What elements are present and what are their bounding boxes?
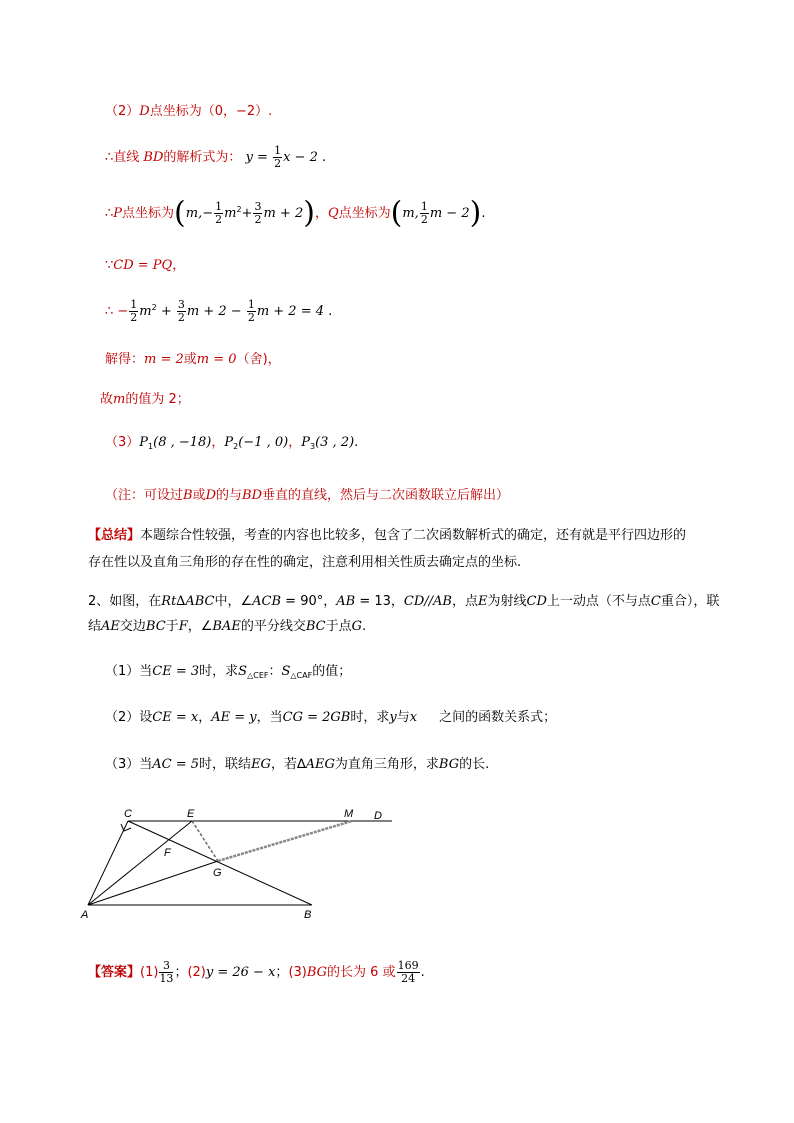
label-f: F [164, 847, 171, 859]
q2-e: ，点 [451, 594, 478, 609]
q-frac-den: 2 [420, 213, 428, 226]
p-plus: + [241, 206, 253, 221]
q2-g: 上一动点（不与点 [546, 594, 651, 609]
bd-suffix: 的解析式为： [163, 150, 242, 165]
cd-eq-pq: CD = PQ [113, 258, 173, 273]
label-b: B [304, 909, 312, 921]
answer-eq2: y = 26 − x [205, 965, 276, 980]
pq-p-text: 点坐标为 [122, 206, 175, 221]
q2-d: = 13， [355, 594, 404, 609]
sub1-ce: CE [152, 664, 172, 679]
q2-acb: ACB [252, 594, 282, 609]
sub2-c1: ， [198, 710, 212, 725]
sub1-line [105, 662, 351, 686]
pq-comma: ， [314, 206, 328, 221]
eq-frac3 [247, 299, 256, 324]
p2-sub: 2 [233, 442, 239, 451]
bd-lhs: y = [245, 150, 273, 165]
answer-frac1-den: 13 [159, 972, 174, 985]
so-tail: 的值为 2； [125, 392, 190, 407]
answer-end: . [420, 965, 425, 980]
sub2-mid: 时，求 [350, 710, 390, 725]
label-e: E [187, 808, 195, 820]
paren-close: ) [303, 195, 315, 231]
q2-c: = 90°， [281, 594, 337, 609]
q2-l2e: 的平分线交 [240, 619, 306, 634]
answer-sep1: ； [174, 965, 188, 980]
p-frac2-num: 3 [254, 200, 262, 213]
paren-open: ( [174, 195, 186, 231]
sub3-tail: 的长. [459, 757, 490, 772]
sub1-s1: S [238, 664, 248, 679]
label-c: C [124, 808, 132, 820]
q2-l2c: 于 [165, 619, 179, 634]
line-ac [88, 821, 128, 905]
sub1-mid: 时，求 [199, 664, 239, 679]
bd-label: BD [143, 150, 164, 165]
p1-value: (8 , −18) [153, 435, 212, 450]
p-frac1-den: 2 [215, 213, 223, 226]
eq-frac2-num: 3 [177, 298, 185, 311]
summary-tag: 【总结】 [88, 528, 141, 543]
label-m: M [344, 808, 354, 820]
q2-h: 重合），联 [660, 594, 720, 609]
line-cb [128, 821, 312, 905]
q2-cd: CD [526, 594, 547, 609]
answer-frac1-num: 3 [159, 960, 173, 973]
sub3-eg: EG [251, 757, 271, 772]
summary-line1 [88, 526, 686, 546]
p-sq: 2 [236, 205, 242, 214]
q2-cdab: CD//AB [403, 594, 452, 609]
eq-sq: 2 [151, 303, 157, 312]
so-line [100, 390, 190, 410]
eq-m1: m [139, 304, 152, 319]
p-m-neg: m,− [185, 206, 214, 221]
answer-bg: BG [306, 965, 328, 980]
p-frac2 [253, 201, 262, 226]
sub2-yu: 与 [396, 710, 410, 725]
sub2-x: x [409, 710, 418, 725]
bd-rhs: x − 2 . [283, 150, 327, 165]
summary-line2 [88, 553, 521, 573]
answer-frac2-den: 24 [401, 972, 416, 985]
label-g: G [213, 867, 222, 879]
sub2-ce: CE = x [152, 710, 199, 725]
part3-comma1: ， [211, 435, 225, 450]
sub3-mid: 时，联结 [199, 757, 252, 772]
sub3-mid2: ，若∆ [270, 757, 306, 772]
solve-eq2: m = 0 [196, 352, 237, 367]
p-m-plus2: m + 2 [263, 206, 304, 221]
note-line [105, 486, 509, 506]
eq-frac1 [129, 299, 138, 324]
label-a: A [81, 909, 89, 921]
part2-label: （2） [105, 104, 140, 119]
note-b: B [183, 488, 193, 503]
point-q: Q [327, 206, 339, 221]
sub3-mid3: 为直角三角形，求 [334, 757, 439, 772]
sub2-cg: CG = 2GB [282, 710, 351, 725]
eq-frac1-num: 1 [130, 298, 138, 311]
q2-point-g: G [351, 619, 362, 634]
q2-b: 中，∠ [214, 594, 253, 609]
summary-text1: 本题综合性较强，考查的内容也比较多，包含了二次函数解析式的确定，还有就是平行四边形的 [140, 528, 687, 543]
equation-line [105, 298, 332, 324]
q-frac-num: 1 [420, 200, 428, 213]
part3-comma2: ， [288, 435, 302, 450]
line-eg [192, 821, 218, 861]
answer-p1: (1) [140, 965, 159, 980]
eq-prefix: ∴ − [105, 304, 129, 319]
q2-bc2: BC [305, 619, 326, 634]
sub1-sub2: △CAF [290, 671, 313, 680]
q2-a: 2、如图，在 [88, 594, 162, 609]
paren-close2: ) [469, 195, 482, 231]
p-frac1 [214, 201, 223, 226]
p3-value: (3 , 2) [315, 435, 355, 450]
q2-ab: AB [336, 594, 356, 609]
sub2-tail: 之间的函数关系式； [439, 710, 557, 725]
sub2-label: （2）设 [105, 710, 153, 725]
part3-end: . [354, 435, 359, 450]
because-line [105, 256, 185, 276]
p-m: m [224, 206, 237, 221]
eq-frac1-den: 2 [130, 311, 138, 324]
bd-frac-den: 2 [274, 157, 282, 170]
q2-bc: BC [145, 619, 166, 634]
summary-text2: 存在性以及直角三角形的存在性的确定，注意利用相关性质去确定点的坐标. [88, 555, 522, 570]
pq-end: . [481, 206, 486, 221]
sub1-sub1: △CEF [247, 671, 269, 680]
sub1-eq: = 3 [171, 664, 200, 679]
q2-bae: BAE [212, 619, 241, 634]
sub3-line [105, 755, 489, 775]
bd-prefix: ∴直线 [105, 150, 140, 165]
solve-tail: （舍)， [236, 352, 281, 367]
answer-tag: 【答案】 [88, 965, 141, 980]
eq-frac3-num: 1 [247, 298, 255, 311]
answer-p3: (3) [288, 965, 307, 980]
eq-m3: m + 2 = 4 . [256, 304, 333, 319]
note-g: 垂直的直线，然后与二次函数联立后解出） [262, 488, 510, 503]
q-frac [420, 201, 429, 226]
q2-l2g: . [361, 619, 367, 634]
sub2-line [105, 708, 556, 728]
q2-l2d: ，∠ [187, 619, 213, 634]
q2-f: 为射线 [487, 594, 527, 609]
note-d: D [205, 488, 217, 503]
answer-tail: 的长为 6 或 [327, 965, 396, 980]
line-ag [88, 861, 218, 905]
p-frac1-num: 1 [215, 200, 223, 213]
part2-text: 点坐标为（0，−2）. [149, 104, 273, 119]
note-e: 的与 [216, 488, 243, 503]
sub3-ac: AC = 5 [152, 757, 200, 772]
q2-line1 [88, 592, 719, 612]
q2-point-e: E [478, 594, 488, 609]
pq-q-text: 点坐标为 [338, 206, 391, 221]
sub1-label: （1）当 [105, 664, 153, 679]
because-symbol: ∵ [105, 258, 114, 273]
eq-m2: m + 2 − [186, 304, 246, 319]
p1: P [139, 435, 149, 450]
p2: P [224, 435, 234, 450]
so-prefix: 故 [100, 392, 114, 407]
q2-point-c: C [650, 594, 661, 609]
q2-point-f: F [178, 619, 188, 634]
answer-sep2: ； [275, 965, 289, 980]
p-frac2-den: 2 [254, 213, 262, 226]
line-ae [88, 821, 192, 905]
q2-ae: AE [101, 619, 120, 634]
p3: P [301, 435, 310, 450]
bd-frac-num: 1 [274, 144, 282, 157]
q-m-comma: m, [402, 206, 419, 221]
so-m: m [113, 392, 126, 407]
sub2-ae: AE = y [211, 710, 257, 725]
answer-line [88, 960, 425, 985]
part3-line [105, 433, 358, 457]
eq-frac3-den: 2 [247, 311, 255, 324]
sub2-c2: ，当 [256, 710, 283, 725]
answer-frac2-num: 169 [397, 959, 419, 972]
paren-open2: ( [390, 195, 403, 231]
pq-line [105, 195, 486, 231]
sub3-aeg: AEG [305, 757, 335, 772]
eq-frac2-den: 2 [177, 311, 185, 324]
solve-line [105, 350, 281, 370]
part3-label: （3） [105, 435, 140, 450]
q2-l2a: 结 [88, 619, 102, 634]
p3-sub: 3 [309, 442, 316, 451]
sub3-label: （3）当 [105, 757, 153, 772]
label-d: D [374, 810, 382, 822]
note-c: 或 [192, 488, 206, 503]
note-a: （注：可设过 [105, 488, 184, 503]
p1-sub: 1 [148, 442, 154, 451]
answer-frac2 [397, 960, 420, 985]
solve-prefix: 解得： [105, 352, 145, 367]
note-f: BD [242, 488, 263, 503]
bd-fraction [273, 145, 282, 170]
q2-line2 [88, 617, 366, 637]
p2-value: (−1 , 0) [238, 435, 289, 450]
geometry-figure [70, 800, 410, 925]
part2-line [105, 102, 272, 122]
q2-rt: Rt∆ABC [161, 594, 215, 609]
answer-frac1 [159, 960, 173, 985]
sub1-tail: 的值； [312, 664, 352, 679]
bd-line [105, 145, 326, 170]
eq-plus: + [156, 304, 176, 319]
line-gm [218, 821, 352, 861]
q-m-minus2: m − 2 [429, 206, 470, 221]
sub1-s2: S [281, 664, 291, 679]
q2-l2b: 交边 [119, 619, 146, 634]
sub1-colon: ： [268, 664, 282, 679]
pq-prefix: ∴ [105, 206, 114, 221]
solve-or: 或 [183, 352, 197, 367]
solve-eq1: m = 2 [144, 352, 184, 367]
sub2-y: y [389, 710, 397, 725]
point-p: P [113, 206, 123, 221]
because-end: ， [172, 258, 186, 273]
q2-l2f: 于点 [325, 619, 352, 634]
eq-frac2 [177, 299, 186, 324]
point-d: D [139, 104, 150, 119]
answer-p2: (2) [187, 965, 206, 980]
sub3-bg: BG [438, 757, 460, 772]
